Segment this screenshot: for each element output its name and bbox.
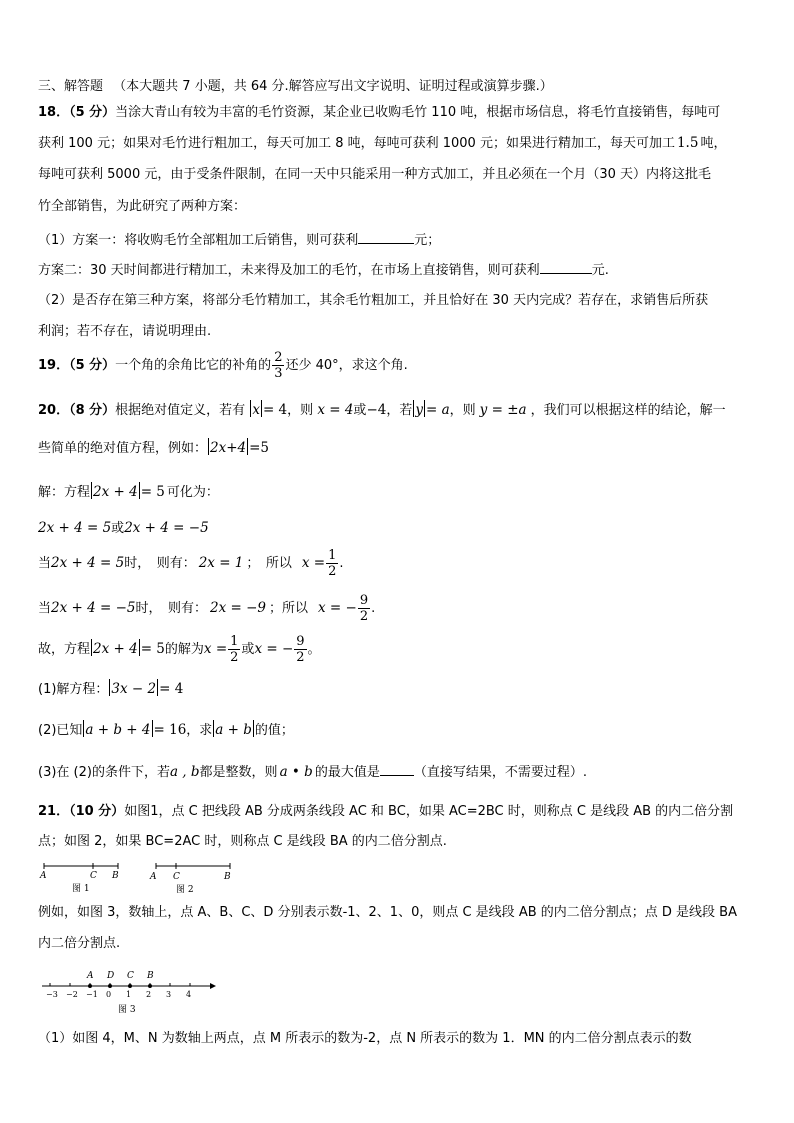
q20-text: 故，方程 [38, 642, 91, 657]
fraction [228, 634, 240, 665]
fraction-numerator: 2 [274, 350, 283, 365]
abs-bar [91, 482, 92, 499]
q20-text: ，若 [386, 403, 413, 418]
math-expr: x = 4 [317, 402, 354, 418]
math-expr: 2x = 1 [198, 555, 244, 571]
answer-blank[interactable] [358, 230, 414, 244]
q20-text: 或 [241, 642, 255, 657]
q20-text: ；所以 [269, 601, 309, 616]
fraction [272, 350, 284, 381]
q20-text: ，求 [186, 723, 213, 738]
tick-label: 0 [106, 990, 112, 999]
q20-item-3 [38, 762, 587, 782]
math-expr: =5 [249, 440, 270, 456]
q21-text: 点；如图 2，如果 BC=2AC 时，则称点 C 是线段 BA 的内二倍分割点. [38, 834, 447, 849]
q20-text: 根据绝对值定义，若有 [115, 403, 246, 418]
arrow-icon [210, 983, 216, 989]
q20-solution-5 [38, 631, 321, 668]
figure-caption: 图 3 [118, 1005, 136, 1015]
fraction-denominator: 2 [359, 609, 369, 624]
section-header [38, 78, 553, 96]
figure-caption: 图 2 [176, 885, 194, 895]
math-expr: −4 [366, 402, 387, 418]
tick-label: 1 [126, 990, 132, 999]
q21-line-1 [38, 803, 733, 821]
math-expr: = a [426, 402, 450, 418]
q20-line-2 [38, 438, 269, 458]
q20-text: 可化为： [166, 485, 219, 500]
figure-3-number-line [38, 966, 218, 1018]
q20-text: 解：方程 [38, 485, 91, 500]
q18-rate: 1.5 [676, 135, 699, 151]
q20-line-1 [38, 400, 726, 420]
abs-bar [247, 438, 248, 455]
math-expr: y = ±a [479, 402, 527, 418]
fraction-numerator: 1 [328, 548, 337, 563]
tick-label: −3 [46, 990, 58, 999]
fraction-denominator: 2 [296, 650, 305, 665]
q18-part-4-text: 利润；若不存在，请说明理由. [38, 324, 212, 339]
point-dot [148, 984, 152, 988]
q20-text: ； 所以 [246, 556, 292, 571]
tick-label: 2 [146, 990, 152, 999]
q20-text: 时， 则有： [124, 556, 196, 571]
q21-part-1 [38, 1030, 692, 1048]
math-expr: x = [301, 555, 326, 571]
point-label: B [112, 871, 119, 881]
math-expr: a + b + 4 [85, 722, 151, 738]
abs-bar [139, 482, 140, 499]
q20-text: (2)已知 [38, 723, 83, 738]
point-label: B [224, 872, 231, 882]
section-title: 三、解答题 [38, 79, 104, 94]
q18-part-3 [38, 292, 708, 310]
q21-example-2 [38, 935, 120, 953]
fraction [326, 548, 338, 579]
answer-blank[interactable] [380, 762, 414, 776]
math-expr: 2x + 4 [93, 484, 138, 500]
tick-label: 3 [166, 990, 172, 999]
q20-text: 当 [38, 556, 52, 571]
figure-1-2 [38, 858, 248, 898]
q18-text-2: 获利 100 元；如果对毛竹进行粗加工，每天可加工 8 吨，每吨可获利 1000 元；如果进行精加工，每天可加工 [38, 136, 675, 151]
q20-item-1 [38, 679, 183, 699]
q21-text: 例如，如图 3，数轴上，点 A、B、C、D 分别表示数-1、2、1、0，则点 C 是线段 AB 的内二倍分割点；点 D 是线段 BA [38, 905, 737, 920]
fraction-denominator: 3 [274, 366, 283, 381]
math-expr: x = − [254, 641, 294, 657]
abs-bar [261, 400, 262, 417]
q20-solution-1 [38, 482, 219, 502]
q20-text: (3)在 (2)的条件下，若 [38, 765, 170, 780]
q21-text: 如图1，点 C 把线段 AB 分成两条线段 AC 和 BC，如果 AC=2BC 时，则称点 C 是线段 AB 的内二倍分割 [124, 804, 734, 819]
q18-line-4 [38, 198, 246, 216]
q20-text: . [371, 601, 376, 616]
q20-text: 的解为 [164, 642, 204, 657]
q20-solution-4 [38, 590, 375, 627]
math-expr: = 4 [159, 681, 184, 697]
point-dot [128, 984, 132, 988]
q20-text: (1)解方程： [38, 682, 109, 697]
q18-part-2-text: 方案二：30 天时间都进行精加工，未来得及加工的毛竹，在市场上直接销售，则可获利 [38, 263, 540, 278]
q20-solution-2 [38, 519, 209, 538]
q20-text: . [339, 556, 344, 571]
q18-text-4: 竹全部销售，为此研究了两种方案： [38, 199, 247, 214]
figure-2 [149, 863, 231, 895]
q20-text: 时， 则有： [135, 601, 208, 616]
section-note: （本大题共 7 小题，共 64 分.解答应写出文字说明、证明过程或演算步骤.） [113, 79, 553, 94]
q20-text: （直接写结果，不需要过程）. [413, 765, 587, 780]
abs-bar [208, 438, 209, 455]
q21-text: 内二倍分割点. [38, 936, 121, 951]
q18-line-2 [38, 134, 726, 153]
math-expr: 3x − 2 [111, 681, 157, 697]
point-label: C [127, 971, 134, 981]
point-label: A [40, 871, 47, 881]
q18-number: 18．（5 分） [38, 105, 116, 120]
math-expr: = 16 [153, 722, 187, 738]
point-label: B [147, 971, 154, 981]
q18-part-1-text: （1）方案一：将收购毛竹全部粗加工后销售，则可获利 [38, 233, 359, 248]
abs-bar [91, 639, 92, 656]
q18-line-1 [38, 104, 720, 122]
q20-text: 些简单的绝对值方程，例如： [38, 441, 208, 456]
math-expr: 2x + 4 [93, 641, 138, 657]
fraction-numerator: 1 [230, 634, 239, 649]
q20-text: 。 [307, 642, 321, 657]
q18-text-2c: 吨， [700, 136, 727, 151]
math-expr: y [415, 402, 423, 418]
q18-part-4 [38, 323, 211, 341]
math-expr: = 5 [140, 641, 165, 657]
q18-part-1-unit: 元； [414, 233, 441, 248]
point-label: A [87, 971, 94, 981]
tick-label: −2 [66, 990, 78, 999]
fraction-denominator: 2 [328, 564, 337, 579]
q20-item-2 [38, 720, 294, 740]
q19-text-a: 一个角的余角比它的补角的 [115, 358, 272, 373]
math-expr: 2x = −9 [210, 600, 267, 616]
fraction-numerator: 9 [359, 593, 369, 608]
fraction [294, 634, 306, 665]
q20-text: 或 [111, 521, 125, 536]
q19-number: 19．（5 分） [38, 358, 116, 373]
q20-text: ，我们可以根据这样的结论，解一 [530, 403, 726, 418]
q21-line-2 [38, 833, 447, 851]
math-expr: 2x + 4 = 5 [38, 520, 112, 536]
math-expr: x [252, 402, 260, 418]
q21-text: （1）如图 4，M、N 为数轴上两点，点 M 所表示的数为-2，点 N 所表示的数为 1．MN 的内二倍分割点表示的数 [38, 1031, 692, 1046]
q18-line-3 [38, 166, 711, 184]
math-expr: x = − [318, 600, 357, 616]
abs-bar [253, 720, 254, 737]
q20-text: 或 [353, 403, 367, 418]
answer-blank[interactable] [540, 260, 592, 274]
q18-part-2 [38, 260, 609, 280]
point-dot [88, 984, 92, 988]
point-label: C [90, 871, 97, 881]
q21-number: 21．（10 分） [38, 804, 125, 819]
q20-solution-3 [38, 545, 344, 582]
q20-text: 的值； [254, 723, 294, 738]
q19-line [38, 350, 408, 382]
abs-bar [152, 720, 153, 737]
figure-1 [39, 863, 119, 894]
q20-text: ，则 [449, 403, 476, 418]
fraction-numerator: 9 [296, 634, 305, 649]
q20-text: ，则 [287, 403, 314, 418]
math-expr: a , b [169, 764, 200, 780]
q20-text: 都是整数，则 [199, 765, 278, 780]
q21-example-1 [38, 904, 737, 922]
abs-bar [139, 639, 140, 656]
fraction-denominator: 2 [230, 650, 239, 665]
math-expr: = 4 [262, 402, 288, 418]
tick-label: −1 [86, 990, 98, 999]
math-expr: a • b [279, 764, 313, 780]
math-expr: = 5 [140, 484, 165, 500]
q18-text-1: 当涂大青山有较为丰富的毛竹资源，某企业已收购毛竹 110 吨，根据市场信息，将毛竹直接销售，每吨可 [115, 105, 721, 120]
math-expr: 2x + 4 = 5 [51, 555, 125, 571]
point-label: A [150, 872, 157, 882]
q18-part-1 [38, 230, 440, 250]
math-expr: 2x + 4 = −5 [51, 600, 136, 616]
point-label: D [107, 971, 115, 981]
fraction [358, 593, 370, 624]
figure-caption: 图 1 [72, 884, 90, 894]
abs-bar [157, 679, 158, 696]
math-expr: a + b [215, 722, 252, 738]
q18-part-3-text: （2）是否存在第三种方案，将部分毛竹精加工，其余毛竹粗加工，并且恰好在 30 天内完成？若存在，求销售后所获 [38, 293, 709, 308]
abs-bar [424, 400, 425, 417]
math-expr: 2x+4 [210, 440, 247, 456]
point-dot [108, 984, 112, 988]
q20-text: 的最大值是 [314, 765, 380, 780]
q18-part-2-unit: 元. [591, 263, 609, 278]
tick-label: 4 [186, 990, 192, 999]
point-label: C [173, 872, 180, 882]
q18-text-3: 每吨可获利 5000 元，由于受条件限制，在同一天中只能采用一种方式加工，并且必须在一个月（30 天）内将这批毛 [38, 167, 712, 182]
q20-text: 当 [38, 601, 52, 616]
q20-number: 20．（8 分） [38, 403, 116, 418]
math-expr: 2x + 4 = −5 [124, 520, 209, 536]
q19-text-b: 还少 40°，求这个角. [285, 358, 408, 373]
math-expr: x = [203, 641, 228, 657]
